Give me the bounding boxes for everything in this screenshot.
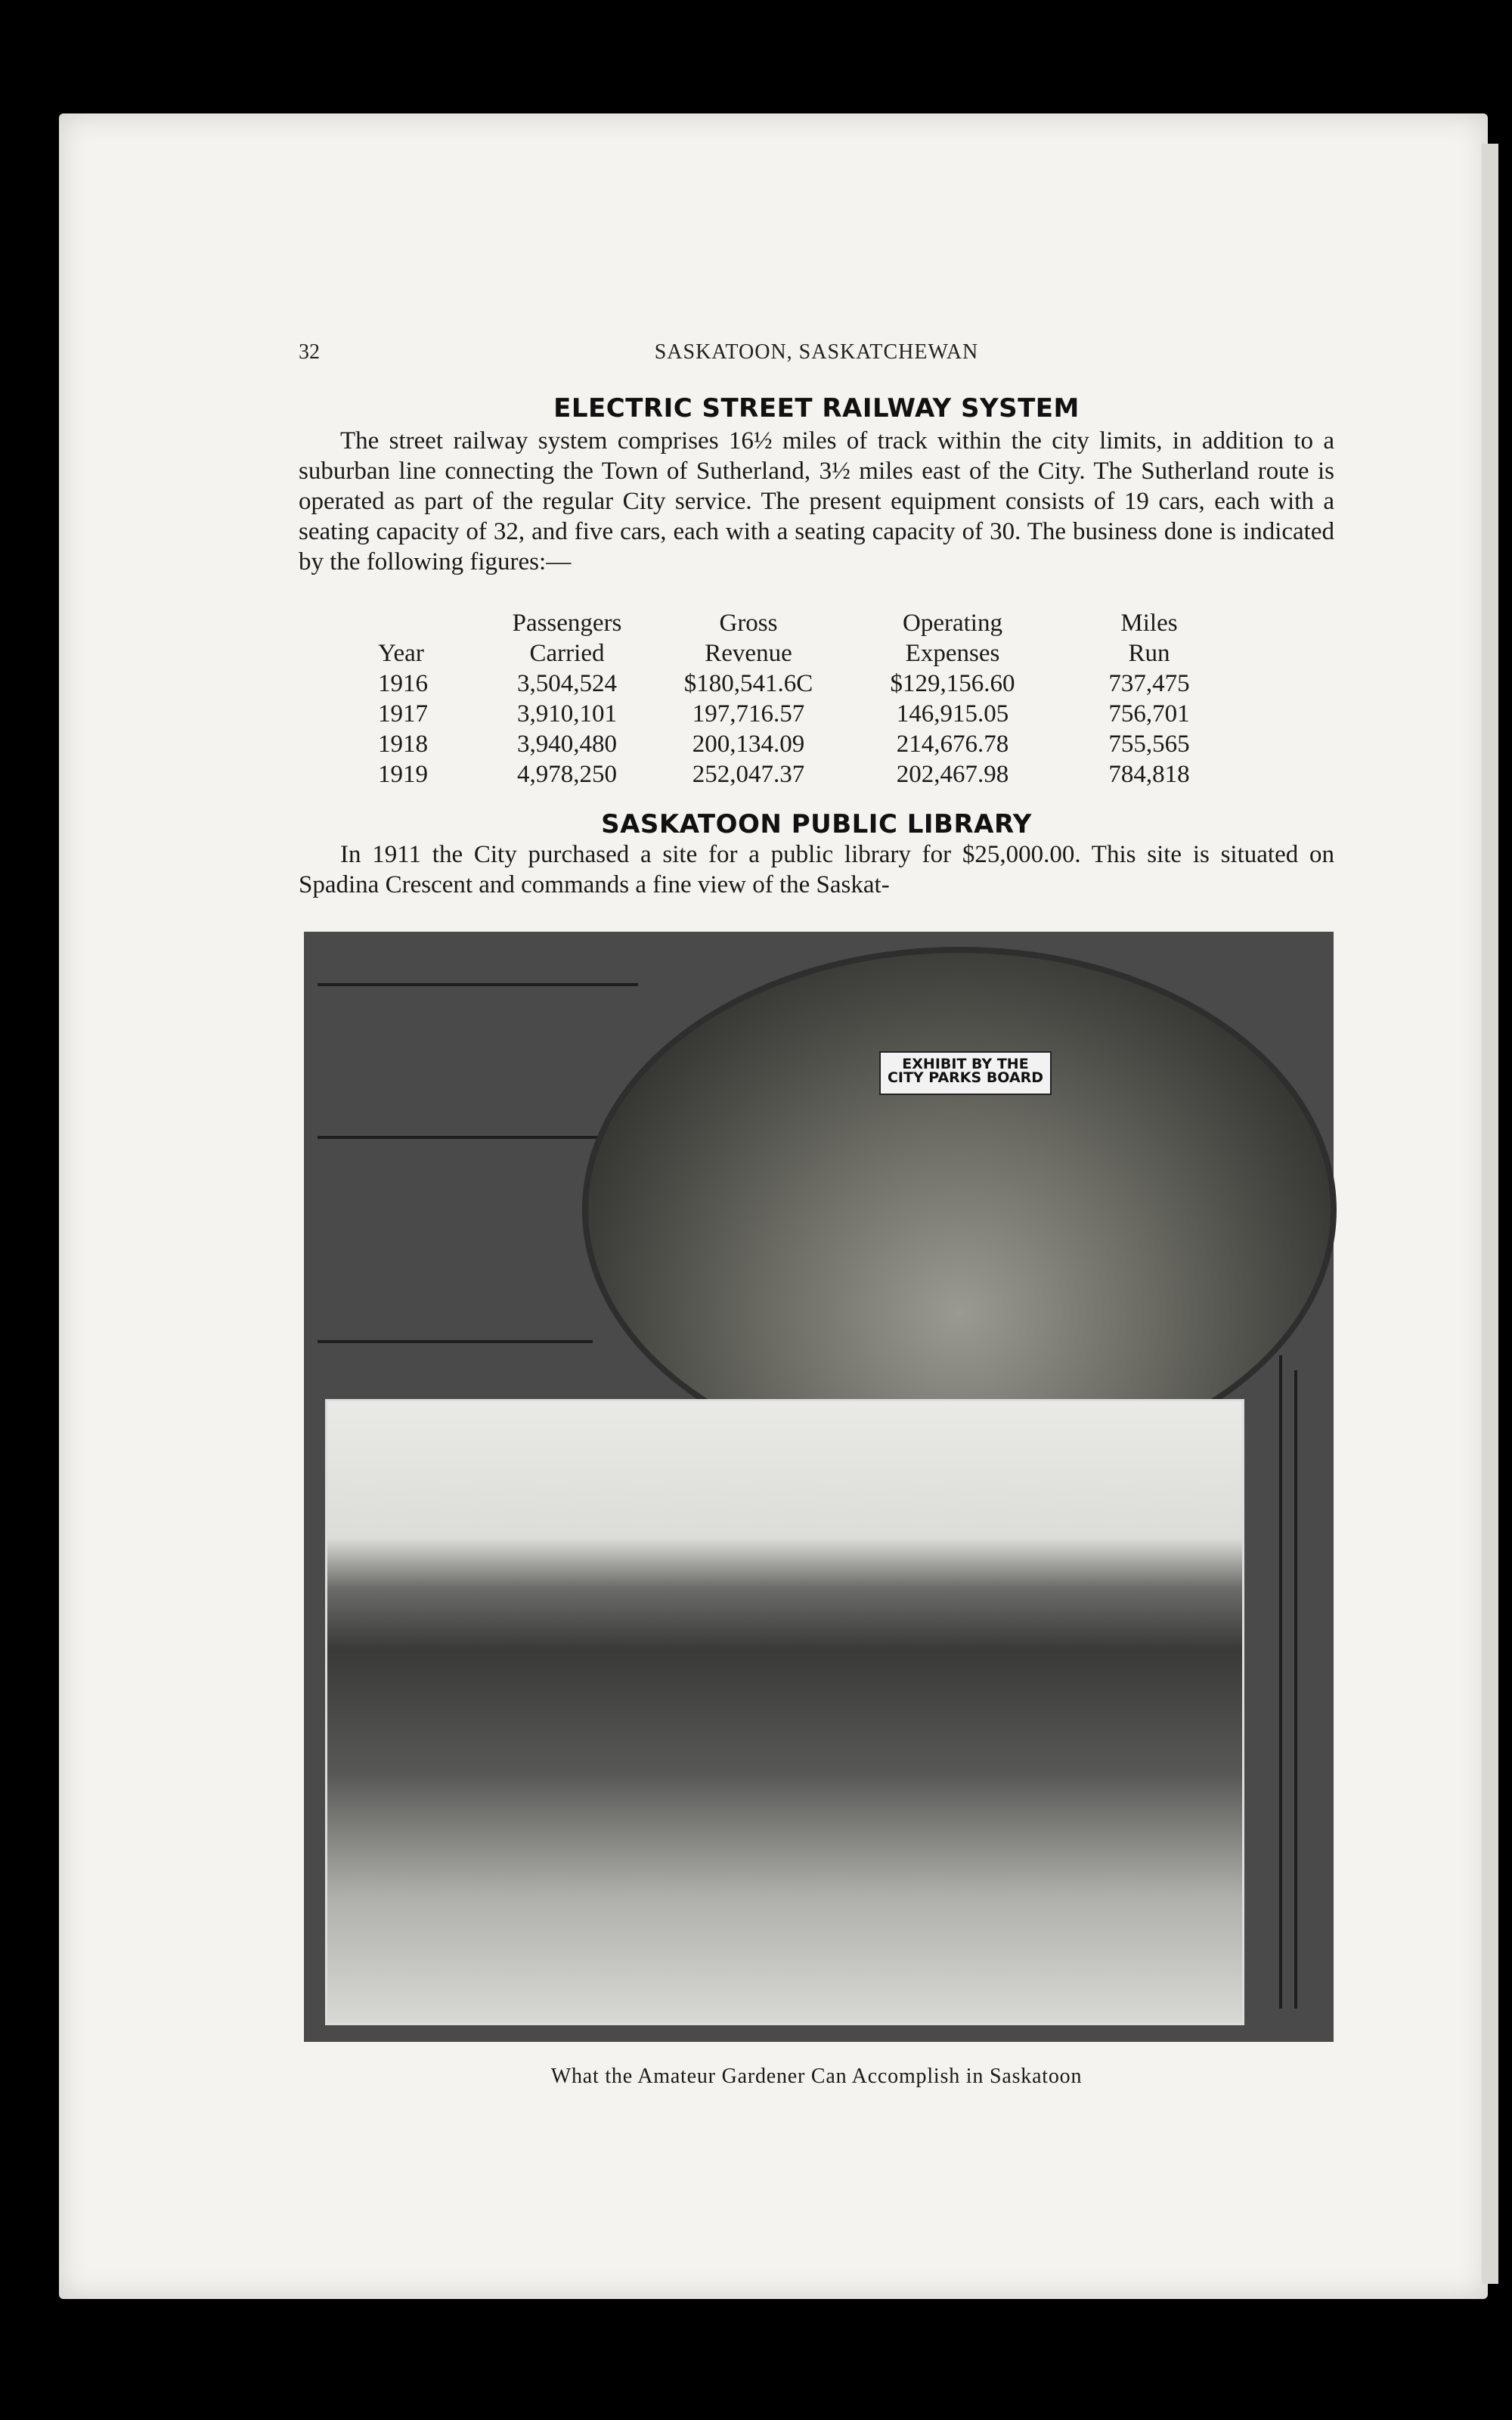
decorative-rule bbox=[318, 983, 638, 986]
table-cell: 3,910,101 bbox=[517, 700, 617, 728]
table-header-cell: Revenue bbox=[705, 639, 792, 667]
table-cell: 197,716.57 bbox=[692, 700, 805, 728]
railway-paragraph: The street railway system comprises 16½ miles of track within the city limits, in addition to a suburban line connecting the Town of Sutherland, 3½ miles east of the City. The Sutherland route is operated as part of the regular City service. The present equipment consists of 19 cars, each with a seating capacity of 32, and five cars, each with a seating capacity of 30. The business done is indicated by the following figures:— bbox=[299, 427, 1334, 576]
photo-caption: What the Amateur Gardener Can Accomplish in Saskatoon bbox=[550, 2065, 1083, 2088]
running-head bbox=[299, 340, 1334, 371]
table-header-row bbox=[355, 608, 1240, 638]
table-header-cell: Carried bbox=[529, 639, 605, 667]
railway-heading: ELECTRIC STREET RAILWAY SYSTEM bbox=[553, 393, 1080, 424]
table-cell: 784,818 bbox=[1108, 760, 1190, 788]
banner-line-2: CITY PARKS BOARD bbox=[887, 1069, 1044, 1086]
table-cell: 200,134.09 bbox=[692, 730, 805, 758]
decorative-rule bbox=[1294, 1370, 1297, 2009]
exhibit-oval-photo bbox=[582, 947, 1337, 1473]
banner-line-1: EXHIBIT BY THE bbox=[902, 1056, 1029, 1072]
page-number: 32 bbox=[299, 340, 320, 364]
table-header-cell: Year bbox=[378, 639, 424, 667]
decorative-rule bbox=[318, 1340, 593, 1343]
decorative-rule bbox=[318, 1136, 608, 1139]
table-cell: 4,978,250 bbox=[517, 760, 617, 788]
table-header-cell: Passengers bbox=[512, 609, 622, 637]
table-cell: 146,915.05 bbox=[896, 700, 1009, 728]
table-header-row bbox=[355, 638, 1240, 669]
table-header-cell: Run bbox=[1128, 639, 1170, 667]
table-cell: 756,701 bbox=[1108, 700, 1190, 728]
table-cell: 202,467.98 bbox=[896, 760, 1009, 788]
table-cell: 3,940,480 bbox=[517, 730, 617, 758]
table-header-cell: Operating bbox=[903, 609, 1002, 637]
table-header-cell: Expenses bbox=[905, 639, 1000, 667]
table-cell: 1919 bbox=[378, 760, 428, 788]
library-heading: SASKATOON PUBLIC LIBRARY bbox=[601, 809, 1032, 839]
table-cell: 755,565 bbox=[1108, 730, 1190, 758]
table-row bbox=[355, 759, 1240, 790]
table-cell: $129,156.60 bbox=[890, 669, 1015, 697]
table-cell: 252,047.37 bbox=[692, 760, 805, 788]
exhibit-banner bbox=[879, 1051, 1052, 1095]
table-cell: 1918 bbox=[378, 730, 428, 758]
table-row bbox=[355, 729, 1240, 759]
table-row bbox=[355, 669, 1240, 699]
decorative-rule bbox=[1279, 1355, 1282, 2009]
table-cell: 1916 bbox=[378, 669, 428, 697]
table-cell: 737,475 bbox=[1108, 669, 1190, 697]
table-header-cell bbox=[355, 608, 484, 638]
running-title: SASKATOON, SASKATCHEWAN bbox=[654, 340, 979, 364]
table-cell: 214,676.78 bbox=[896, 730, 1009, 758]
table-cell: $180,541.6C bbox=[683, 669, 813, 697]
table-cell: 1917 bbox=[378, 700, 428, 728]
table-cell: 3,504,524 bbox=[517, 669, 617, 697]
garden-photo bbox=[325, 1399, 1244, 2025]
table-row bbox=[355, 699, 1240, 729]
library-paragraph: In 1911 the City purchased a site for a public library for $25,000.00. This site is situated on Spadina Crescent and commands a fine view of the Saskat- bbox=[299, 841, 1334, 898]
photo-plate bbox=[304, 932, 1334, 2042]
table-header-cell: Gross bbox=[719, 609, 778, 637]
railway-statistics-table bbox=[355, 608, 1240, 790]
table-header-cell: Miles bbox=[1120, 609, 1178, 637]
page-edge bbox=[1482, 144, 1498, 2284]
